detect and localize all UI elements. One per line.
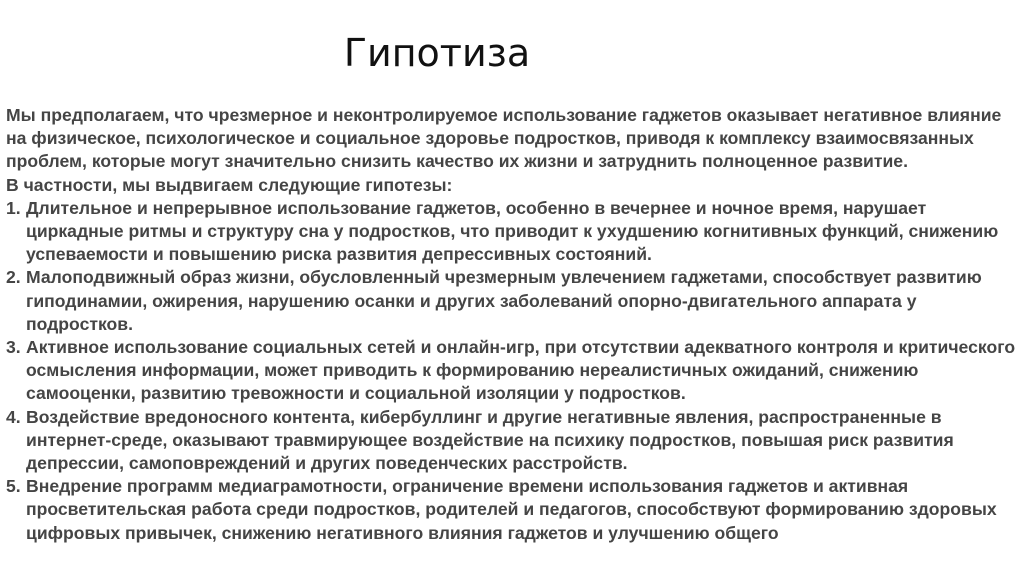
list-item-number: 4.: [6, 406, 21, 427]
list-item: [6, 475, 1018, 545]
hypotheses-lead: В частности, мы выдвигаем следующие гипотезы:: [6, 174, 453, 195]
list-item: [6, 197, 1018, 267]
hypotheses-list: [6, 197, 1018, 545]
list-item-number: 3.: [6, 337, 21, 358]
list-item-number: 2.: [6, 267, 21, 288]
list-item-text: Активное использование социальных сетей и онлайн-игр, при отсутствии адекватного контроля и критического осмысления информации, может приводить к формированию нереалистичных ожиданий, снижению самооценки, развитию тревожности и социальной изоляции у подростков.: [26, 337, 1016, 404]
list-item-number: 5.: [6, 476, 21, 497]
list-item-text: Длительное и непрерывное использование гаджетов, особенно в вечернее и ночное время, нарушает циркадные ритмы и структуру сна у подростков, что приводит к ухудшению когнитивных функций, снижению успеваемости и повышению риска развития депрессивных состояний.: [26, 197, 999, 265]
list-item-text: Малоподвижный образ жизни, обусловленный чрезмерным увлечением гаджетами, способствует развитию гиподинамии, ожирения, нарушению осанки и других заболеваний опорно-двигательного аппарата у подростков.: [26, 267, 982, 334]
list-item: [6, 336, 1018, 406]
list-item: [6, 266, 1018, 336]
list-item: [6, 406, 1018, 476]
slide-body: [6, 104, 1018, 545]
slide-title: Гипотиза: [343, 31, 531, 75]
list-item-number: 1.: [6, 197, 21, 218]
intro-paragraph: Мы предполагаем, что чрезмерное и неконтролируемое использование гаджетов оказывает негативное влияние на физическое, психологическое и социальное здоровье подростков, приводя к комплексу взаимосвязанных проблем, которые могут значительно снизить качество их жизни и затруднить полноценное развитие.: [6, 105, 1002, 172]
list-item-text: Внедрение программ медиаграмотности, ограничение времени использования гаджетов и активная просветительская работа среди подростков, родителей и педагогов, способствуют формированию здоровых цифровых привычек, снижению негативного влияния гаджетов и улучшению общего: [26, 476, 997, 543]
list-item-text: Воздействие вредоносного контента, кибербуллинг и другие негативные явления, распространенные в интернет-среде, оказывают травмирующее воздействие на психику подростков, повышая риск развития депрессии, самоповреждений и других поведенческих расстройств.: [26, 406, 954, 474]
